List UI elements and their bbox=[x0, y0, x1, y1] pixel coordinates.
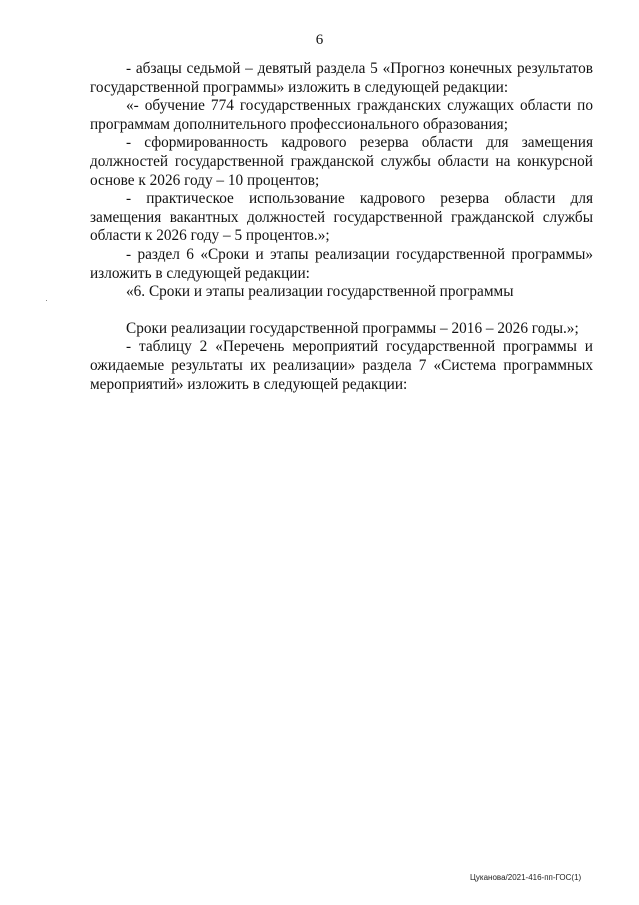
page-number: 6 bbox=[315, 32, 324, 48]
section6-heading: «6. Сроки и этапы реализации государственной программы bbox=[126, 283, 514, 301]
paragraph-reserve-formed: - сформированность кадрового резерва области для замещения должностей государственной гражданской службы области на конкурсной основе к 2026 году – 10 процентов; bbox=[90, 134, 593, 189]
scan-speck bbox=[46, 300, 47, 301]
document-body bbox=[90, 60, 593, 394]
paragraph-section5-intro: - абзацы седьмой – девятый раздела 5 «Прогноз конечных результатов государственной программы» изложить в следующей редакции: bbox=[90, 60, 593, 96]
paragraph-table2-intro: - таблицу 2 «Перечень мероприятий государственной программы и ожидаемые результаты их реализации» раздела 7 «Система программных мероприятий» изложить в следующей редакции: bbox=[90, 338, 593, 393]
paragraph-program-period: Сроки реализации государственной программы – 2016 – 2026 годы.»; bbox=[126, 319, 579, 337]
paragraph-training: «- обучение 774 государственных гражданских служащих области по программам дополнительного профессионального образования; bbox=[90, 97, 593, 133]
paragraph-reserve-used: - практическое использование кадрового резерва области для замещения вакантных должностей государственной гражданской службы области к 2026 году – 5 процентов.»; bbox=[90, 190, 593, 245]
paragraph-section6-intro: - раздел 6 «Сроки и этапы реализации государственной программы» изложить в следующей редакции: bbox=[90, 245, 593, 282]
document-code-footer: Цуканова/2021-416-пп-ГОС(1) bbox=[470, 873, 582, 882]
